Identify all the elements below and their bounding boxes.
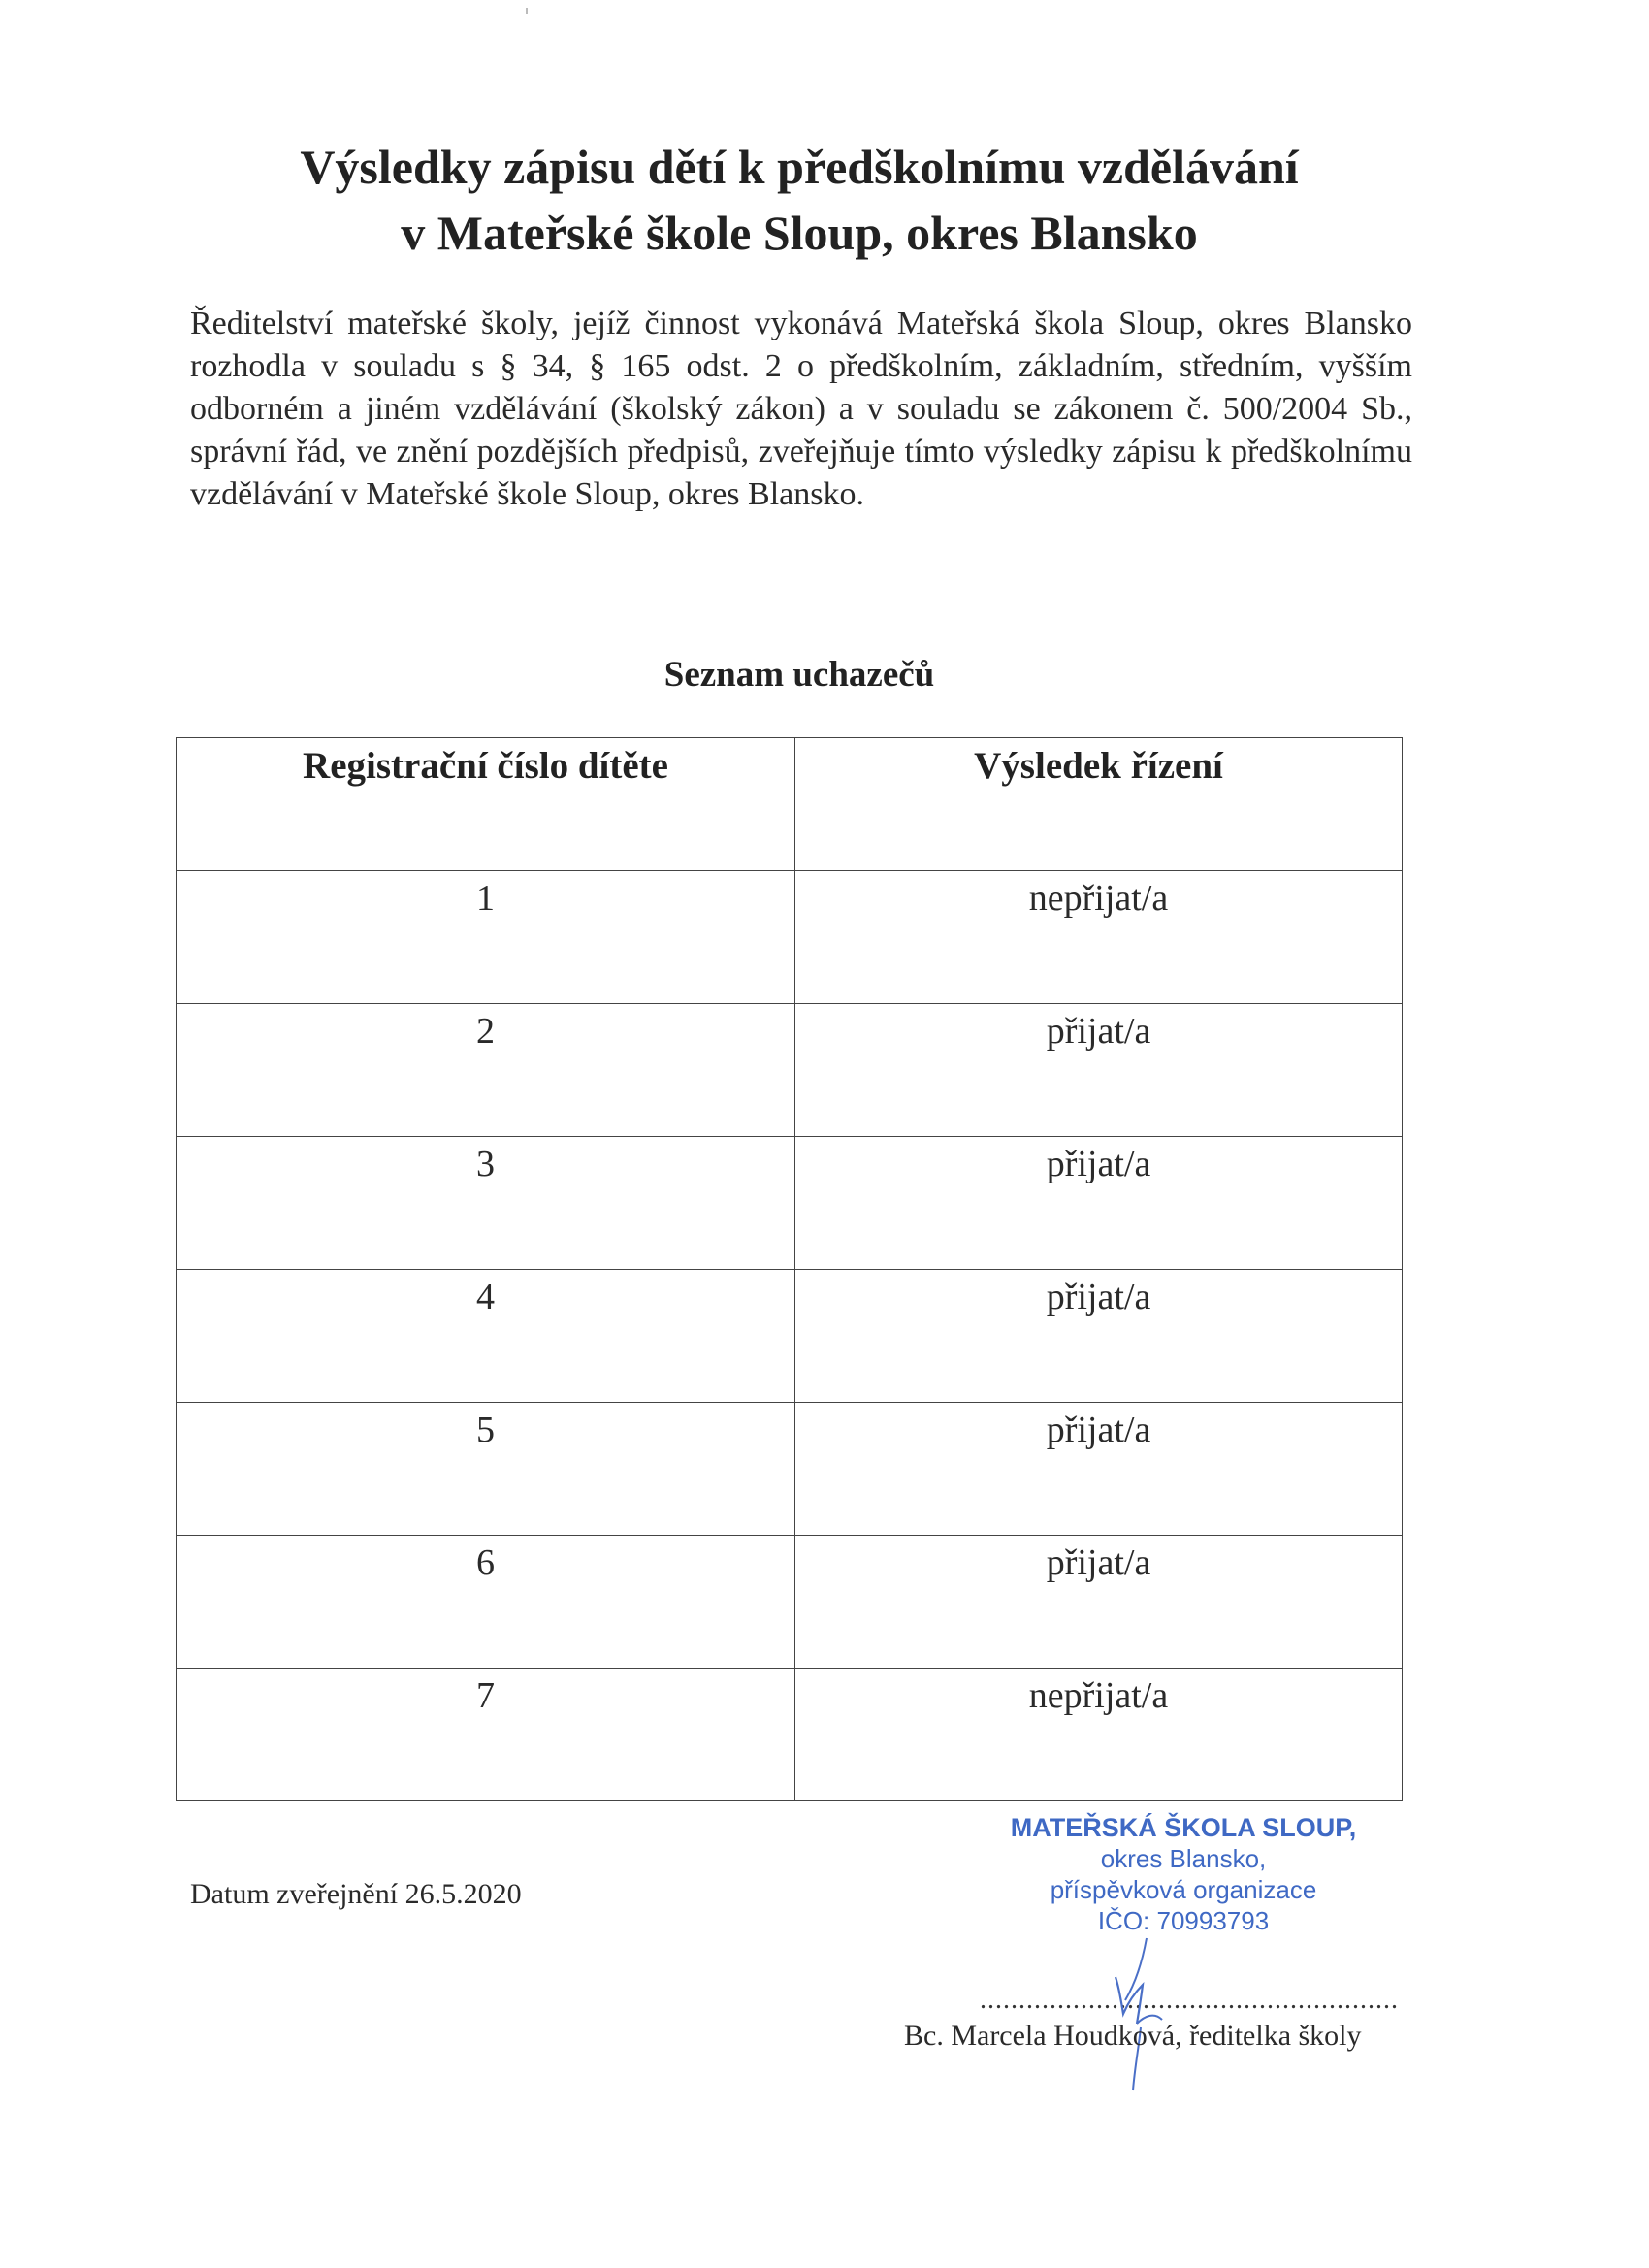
table-row	[177, 1403, 1403, 1536]
registration-number: 3	[177, 1137, 795, 1270]
table-row	[177, 1536, 1403, 1669]
publication-date: Datum zveřejnění 26.5.2020	[190, 1878, 522, 1910]
result: přijat/a	[795, 1137, 1403, 1270]
document-title	[146, 134, 1453, 266]
registration-number: 1	[177, 871, 795, 1004]
result: nepřijat/a	[795, 871, 1403, 1004]
header-registration-number: Registrační číslo dítěte	[177, 738, 795, 871]
result: přijat/a	[795, 1403, 1403, 1536]
result: přijat/a	[795, 1270, 1403, 1403]
intro-paragraph: Ředitelství mateřské školy, jejíž činnost vykonává Mateřská škola Sloup, okres Blansko rozhodla v souladu s § 34, § 165 odst. 2 o předškolním, základním, středním, vyšším odborném a jiném vzdělávání (školský zákon) a v souladu se zákonem č. 500/2004 Sb., správní řád, ve znění pozdějších předpisů, zveřejňuje tímto výsledky zápisu k předškolnímu vzdělávání v Mateřské škole Sloup, okres Blansko.	[190, 306, 1412, 512]
scan-mark	[526, 8, 528, 14]
table-row	[177, 871, 1403, 1004]
registration-number: 7	[177, 1669, 795, 1801]
registration-number: 2	[177, 1004, 795, 1137]
registration-number: 5	[177, 1403, 795, 1536]
table-header-row	[177, 738, 1403, 871]
signer-name: Bc. Marcela Houdková, ředitelka školy	[904, 2020, 1362, 2052]
result: přijat/a	[795, 1536, 1403, 1669]
table-row	[177, 1270, 1403, 1403]
list-heading: Seznam uchazečů	[663, 655, 935, 695]
stamp-line-3: příspěvková organizace	[1050, 1875, 1317, 1904]
table-row	[177, 1137, 1403, 1270]
header-result: Výsledek řízení	[795, 738, 1403, 871]
handwritten-signature	[1086, 1930, 1193, 2095]
result: nepřijat/a	[795, 1669, 1403, 1801]
results-table	[176, 737, 1403, 1801]
title-line-2: v Mateřské škole Sloup, okres Blansko	[401, 206, 1198, 260]
registration-number: 4	[177, 1270, 795, 1403]
stamp-line-1: MATEŘSKÁ ŠKOLA SLOUP,	[1010, 1813, 1357, 1842]
stamp-line-2: okres Blansko,	[1100, 1844, 1267, 1873]
registration-number: 6	[177, 1536, 795, 1669]
table-row	[177, 1004, 1403, 1137]
result: přijat/a	[795, 1004, 1403, 1137]
signature-line: ......................................................	[980, 1985, 1399, 2015]
stamp-line-4: IČO: 70993793	[1097, 1906, 1270, 1935]
title-line-1: Výsledky zápisu dětí k předškolnímu vzdělávání	[300, 140, 1299, 194]
school-stamp	[980, 1812, 1387, 1936]
table-row	[177, 1669, 1403, 1801]
